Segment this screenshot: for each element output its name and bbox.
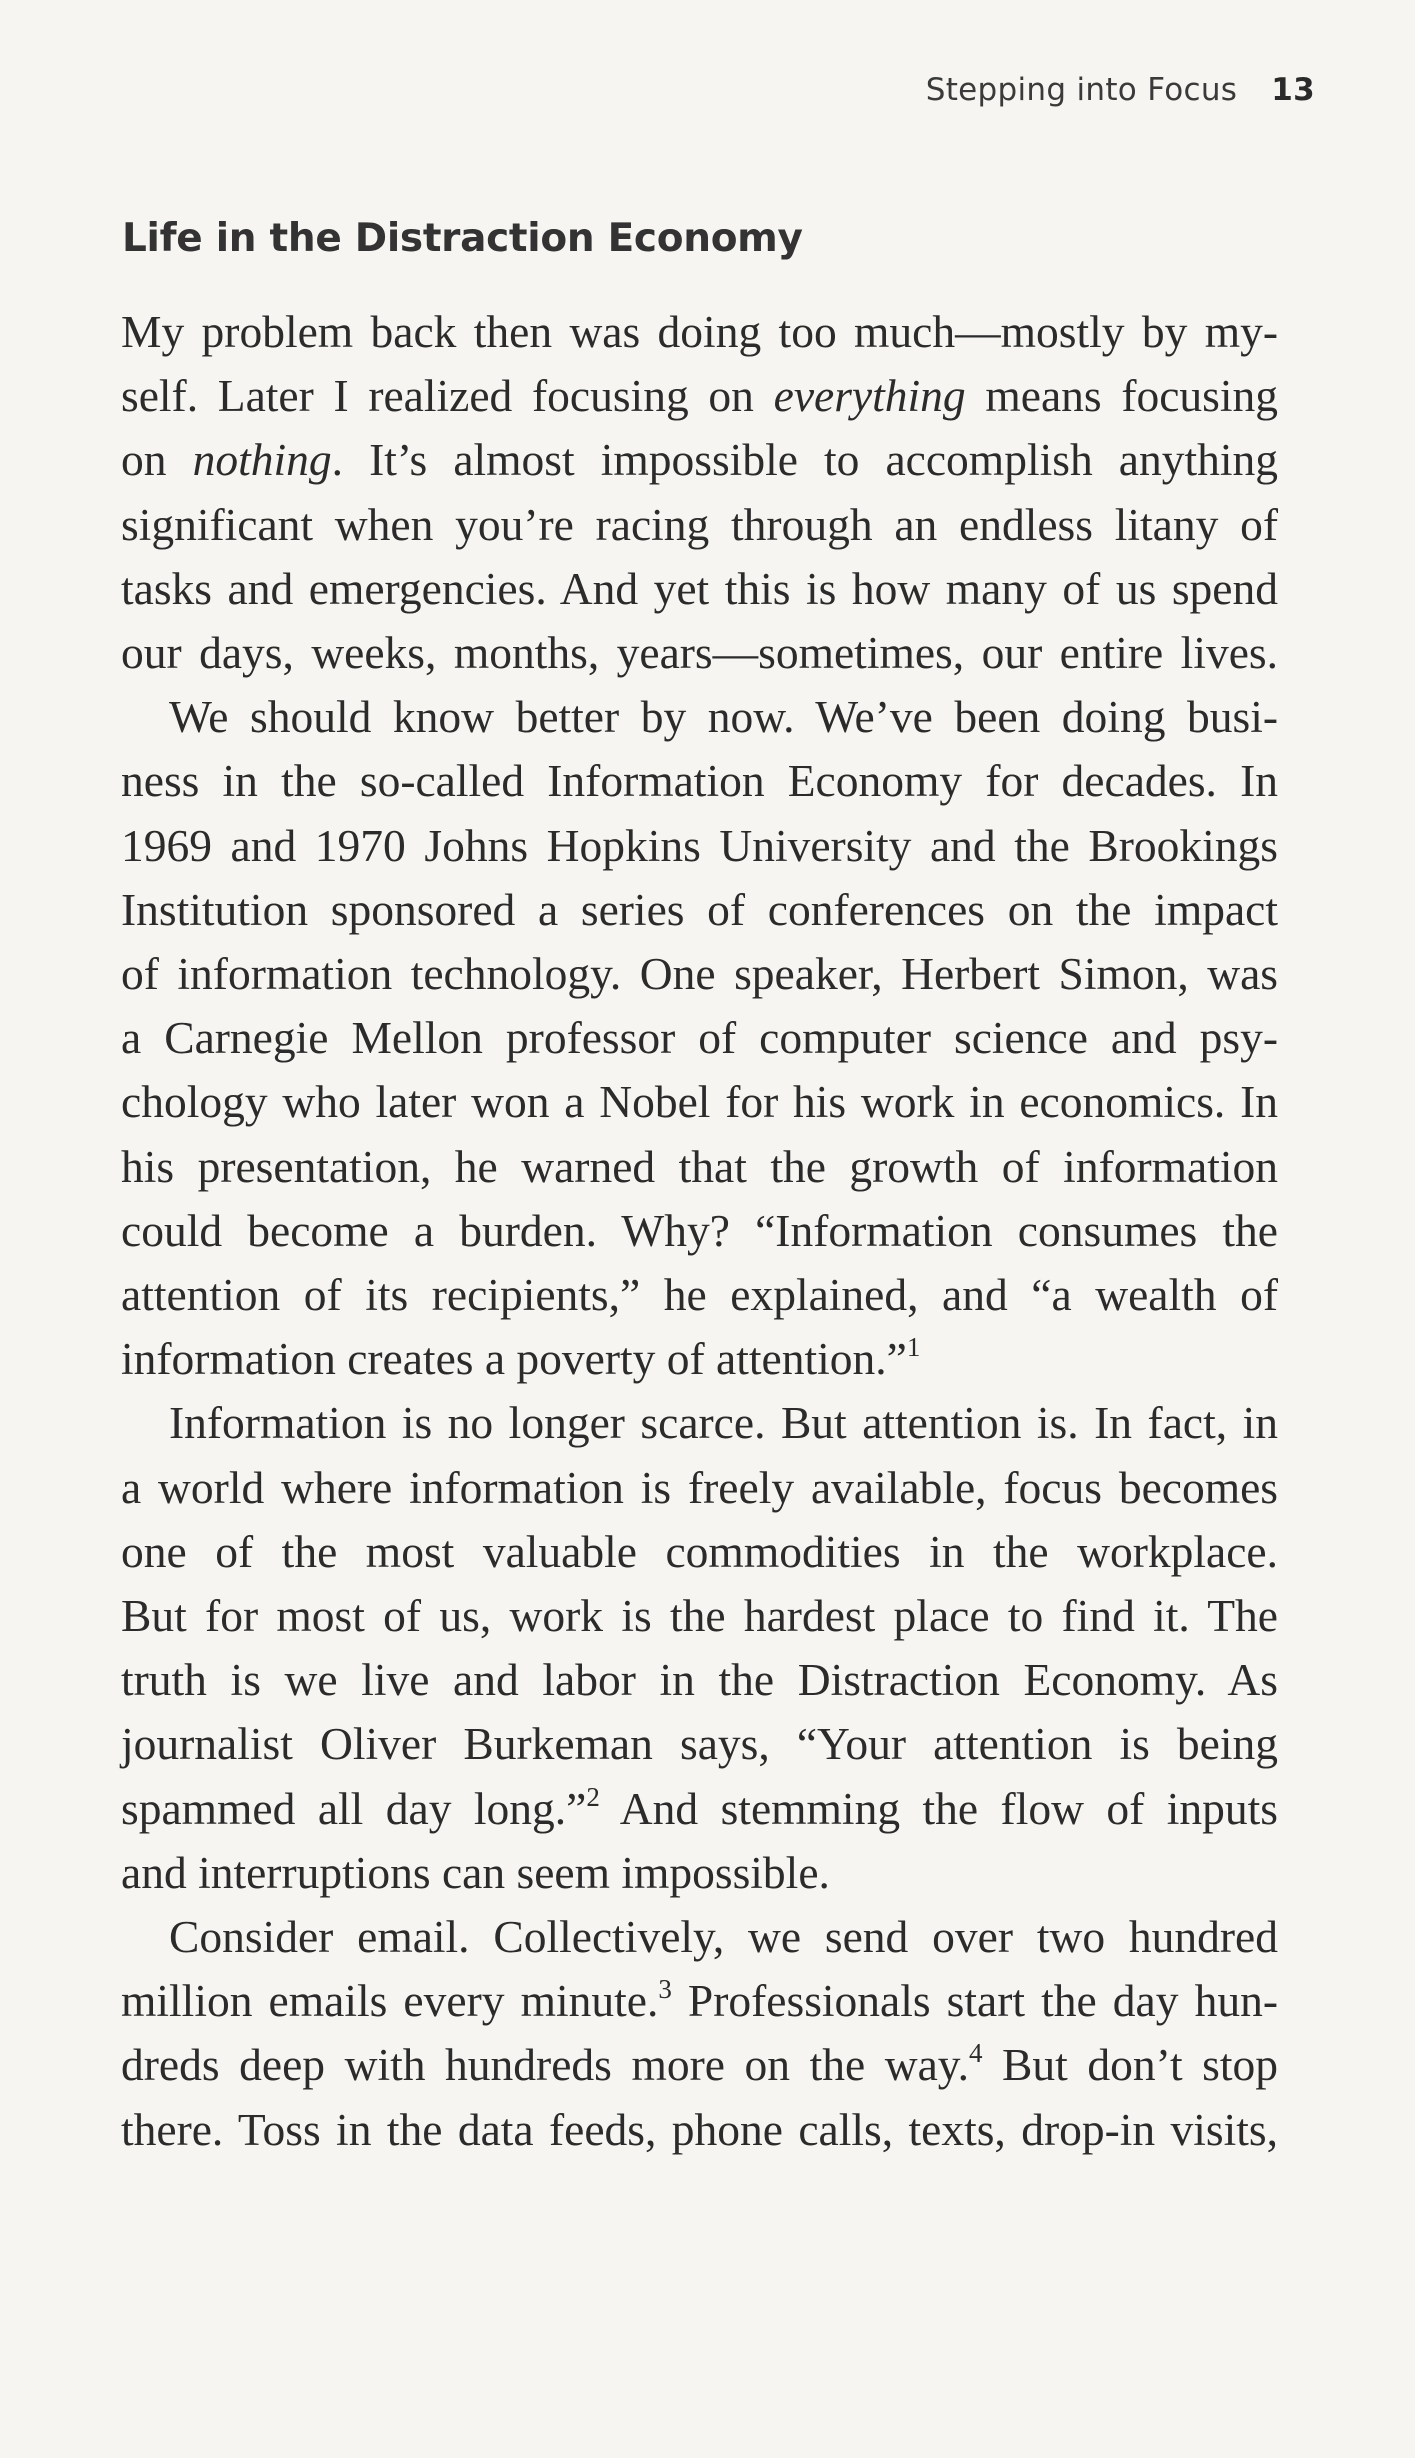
footnote-ref: 4 <box>968 2038 983 2069</box>
text-line: one of the most valuable commodities in the workplace. <box>121 1525 1278 1577</box>
text-line: My problem back then was doing too much—mostly by my- <box>121 306 1278 357</box>
footnote-ref: 2 <box>586 1781 600 1812</box>
running-title: Stepping into Focus <box>925 72 1238 108</box>
paragraph-1 <box>121 300 1278 685</box>
text-line: tasks and emergencies. And yet this is how many of us spend <box>121 562 1278 614</box>
text-line: there. Toss in the data feeds, phone calls, texts, drop-in visits, <box>121 2103 1278 2155</box>
text-line: ness in the so-called Information Economy for decades. In <box>121 755 1278 807</box>
text-line: a world where information is freely available, focus becomes <box>121 1461 1278 1513</box>
footnote-ref: 1 <box>906 1332 921 1363</box>
footnote-ref: 3 <box>658 1974 672 2005</box>
text-line: his presentation, he warned that the growth of information <box>121 1140 1278 1192</box>
text-line: and interruptions can seem impossible. <box>121 1846 830 1898</box>
text-line: could become a burden. Why? “Information consumes the <box>121 1204 1278 1256</box>
page-number: 13 <box>1271 72 1315 108</box>
text-line: journalist Oliver Burkeman says, “Your attention is being <box>121 1718 1278 1770</box>
paragraph-4 <box>121 1905 1278 2162</box>
text-line: information creates a poverty of attention.”$^1$ <box>121 1332 921 1385</box>
running-head <box>926 72 1315 108</box>
text-line: significant when you’re racing through an endless litany of <box>121 498 1278 550</box>
text-line: 1969 and 1970 Johns Hopkins University and the Brookings <box>121 819 1278 871</box>
text-line: self. Later I realized focusing on everything means focusing <box>121 370 1279 422</box>
text-line: our days, weeks, months, years—sometimes, our entire lives. <box>121 627 1278 679</box>
text-line: on nothing. It’s almost impossible to accomplish anything <box>121 434 1279 486</box>
text-line: dreds deep with hundreds more on the way.$^4$ But don’t stop <box>121 2038 1279 2091</box>
text-line: But for most of us, work is the hardest place to find it. The <box>121 1590 1278 1642</box>
body-text <box>121 300 1278 2162</box>
emphasis: nothing <box>192 434 332 486</box>
text-line: Consider email. Collectively, we send over two hundred <box>169 1911 1278 1963</box>
text-line: Information is no longer scarce. But attention is. In fact, in <box>169 1397 1278 1449</box>
text-line: We should know better by now. We’ve been doing busi- <box>169 691 1278 743</box>
emphasis: everything <box>773 370 966 422</box>
text-line: attention of its recipients,” he explained, and “a wealth of <box>121 1269 1278 1321</box>
text-line: Institution sponsored a series of conferences on the impact <box>121 883 1278 935</box>
text-line: chology who later won a Nobel for his work in economics. In <box>121 1076 1278 1128</box>
paragraph-2 <box>121 685 1278 1391</box>
paragraph-3 <box>121 1391 1278 1905</box>
text-line: a Carnegie Mellon professor of computer science and psy- <box>121 1012 1278 1064</box>
text-line: spammed all day long.”$^2$ And stemming the flow of inputs <box>121 1781 1278 1834</box>
text-line: truth is we live and labor in the Distraction Economy. As <box>121 1654 1278 1706</box>
text-line: million emails every minute.$^3$ Professionals start the day hun- <box>121 1974 1279 2027</box>
text-line: of information technology. One speaker, Herbert Simon, was <box>121 948 1278 1000</box>
section-heading: Life in the Distraction Economy <box>122 216 803 261</box>
